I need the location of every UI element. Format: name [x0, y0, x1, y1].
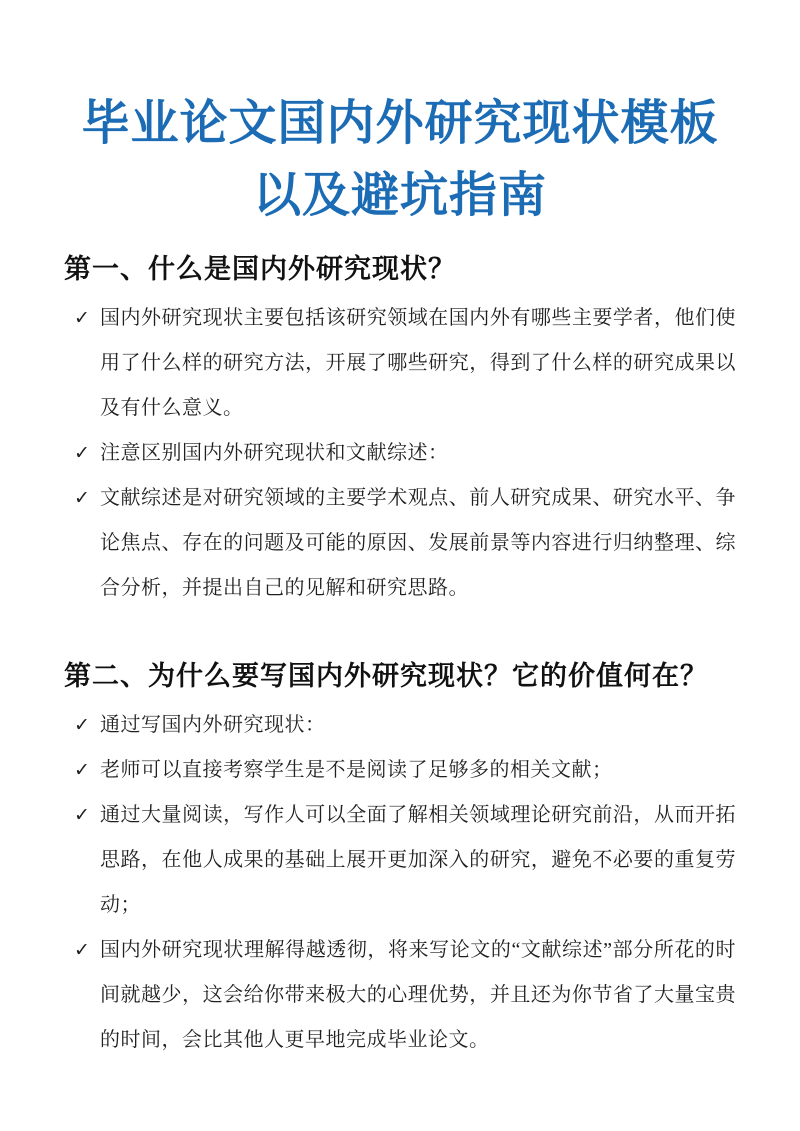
section-why-write — [64, 657, 736, 1063]
checkmark-icon: ✓ — [74, 442, 90, 464]
list-item — [64, 748, 736, 793]
checkmark-icon: ✓ — [74, 487, 90, 509]
section-1-bullet-list — [64, 296, 736, 611]
list-item-text: 通过大量阅读，写作人可以全面了解相关领域理论研究前沿，从而开拓思路，在他人成果的基础上展开更加深入的研究，避免不必要的重复劳动； — [100, 804, 736, 916]
checkmark-icon: ✓ — [74, 759, 90, 781]
list-item — [64, 431, 736, 476]
document-title-line2: 以及避坑指南 — [252, 169, 547, 222]
list-item — [64, 296, 736, 431]
checkmark-icon: ✓ — [74, 307, 90, 329]
section-what-is — [64, 250, 736, 611]
list-item — [64, 476, 736, 611]
checkmark-icon: ✓ — [74, 714, 90, 736]
list-item-text: 老师可以直接考察学生是不是阅读了足够多的相关文献； — [100, 759, 613, 781]
list-item — [64, 928, 736, 1063]
checkmark-icon: ✓ — [74, 804, 90, 826]
section-2-bullet-list — [64, 703, 736, 1063]
document-title — [0, 0, 800, 232]
section-2-heading: 第二、为什么要写国内外研究现状？它的价值何在？ — [64, 661, 708, 691]
list-item-text: 国内外研究现状主要包括该研究领域在国内外有哪些主要学者，他们使用了什么样的研究方法，开展了哪些研究，得到了什么样的研究成果以及有什么意义。 — [100, 307, 736, 419]
checkmark-icon: ✓ — [74, 939, 90, 961]
list-item-text: 国内外研究现状理解得越透彻，将来写论文的“文献综述”部分所花的时间就越少，这会给你带来极大的心理优势，并且还为你节省了大量宝贵的时间，会比其他人更早地完成毕业论文。 — [100, 939, 736, 1051]
section-1-heading: 第一、什么是国内外研究现状？ — [64, 254, 456, 284]
list-item-text: 注意区别国内外研究现状和文献综述： — [100, 442, 449, 464]
document-body — [64, 250, 736, 1063]
list-item — [64, 793, 736, 928]
list-item — [64, 703, 736, 748]
document-title-line1: 毕业论文国内外研究现状模板 — [81, 97, 719, 150]
list-item-text: 文献综述是对研究领域的主要学术观点、前人研究成果、研究水平、争论焦点、存在的问题及可能的原因、发展前景等内容进行归纳整理、综合分析，并提出自己的见解和研究思路。 — [100, 487, 736, 599]
list-item-text: 通过写国内外研究现状： — [100, 714, 326, 736]
